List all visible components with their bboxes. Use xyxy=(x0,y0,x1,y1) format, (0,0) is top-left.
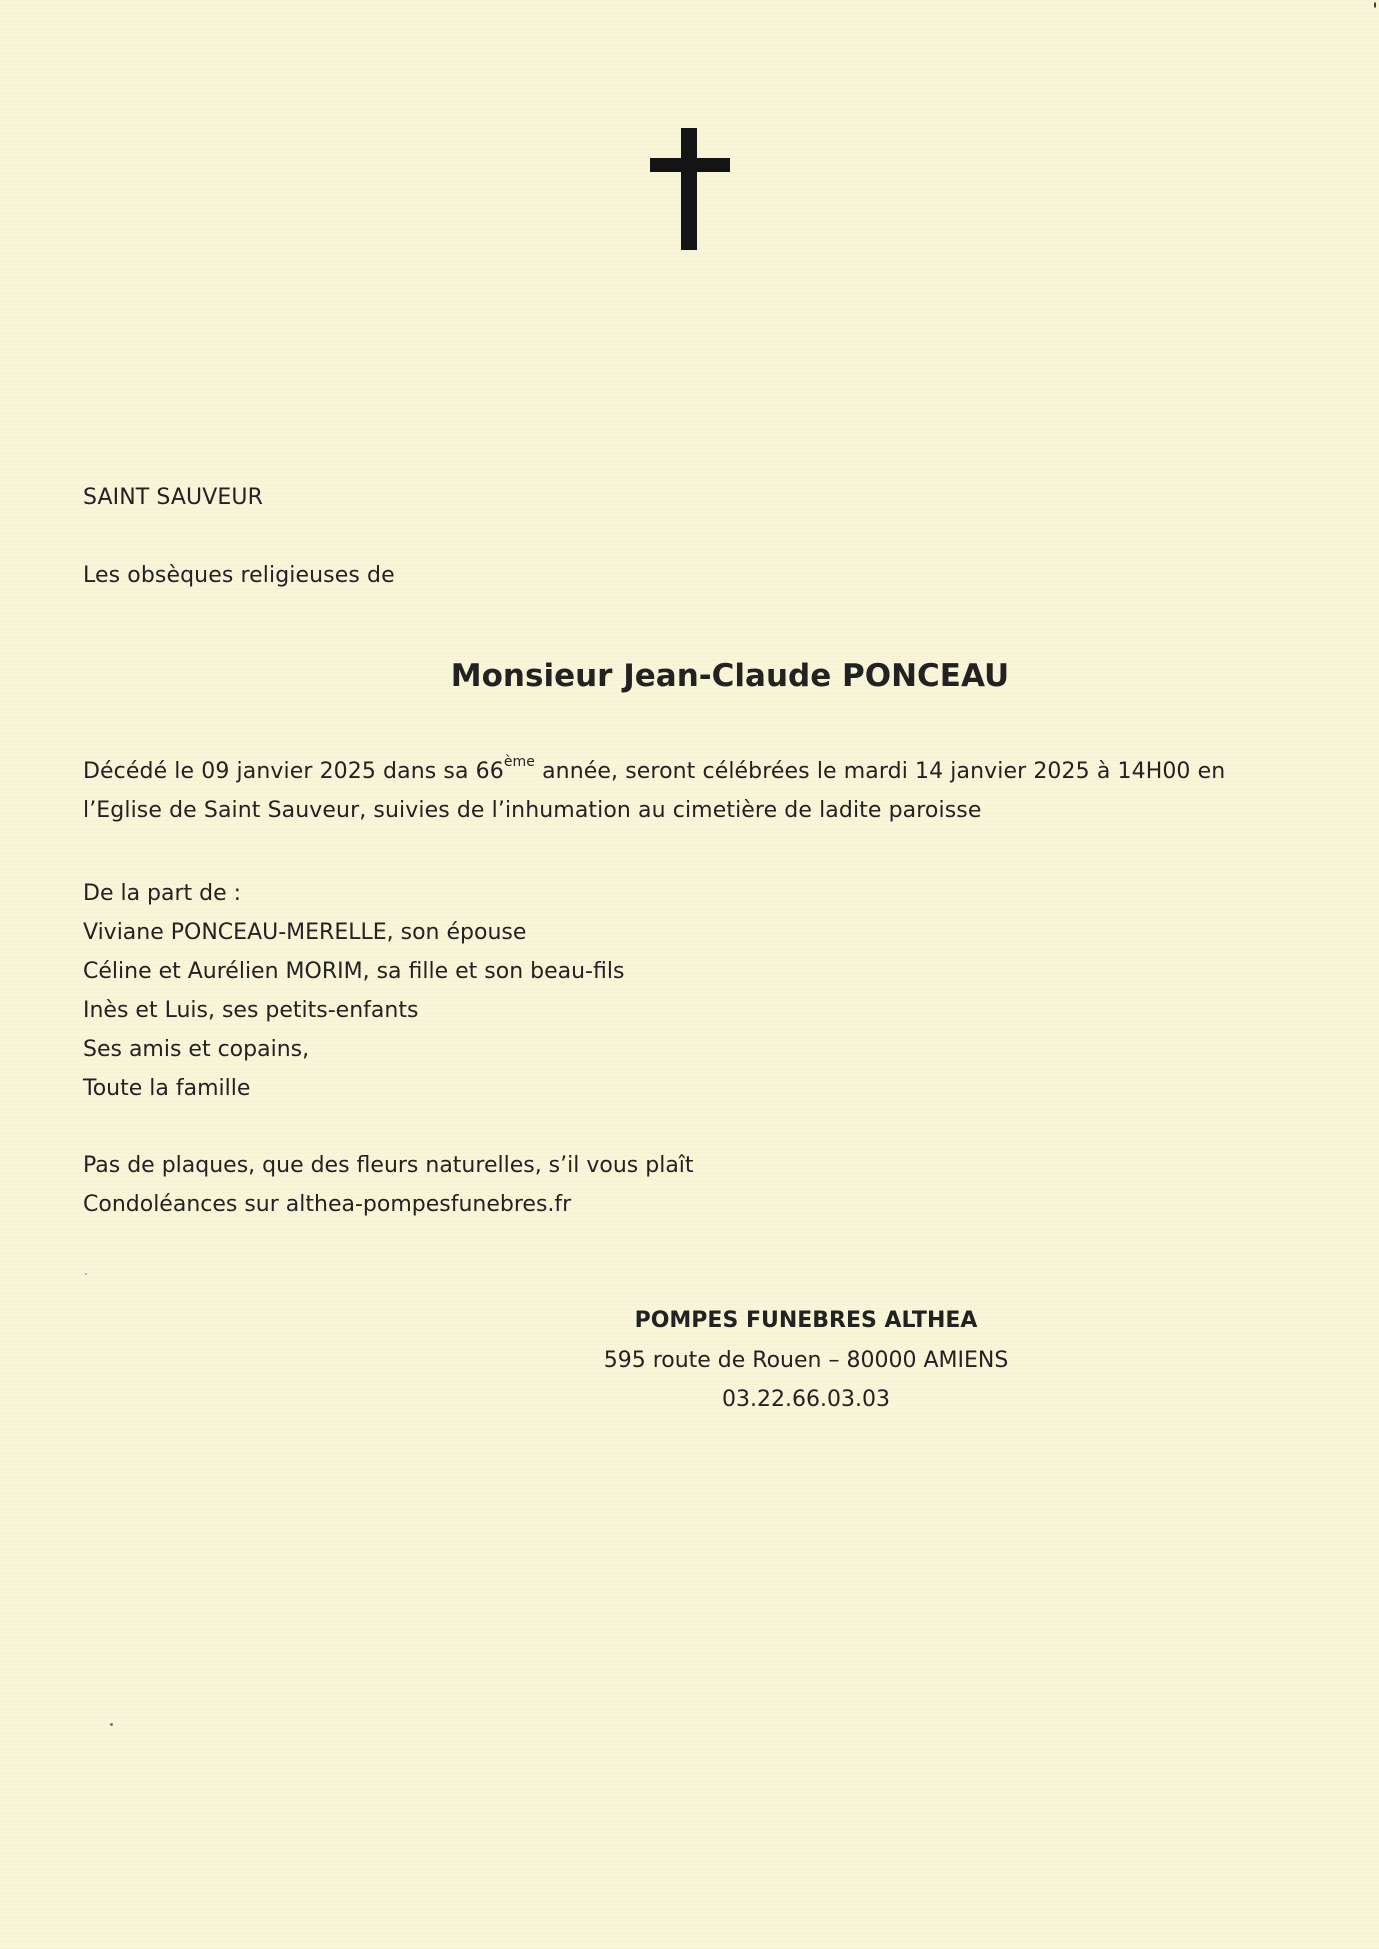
ceremony-line: l’Eglise de Saint Sauveur, suivies de l’inhumation au cimetière de ladite paroisse xyxy=(83,798,982,823)
family-list xyxy=(83,874,624,1108)
condolences-note: Condoléances sur althea-pompesfunebres.fr xyxy=(83,1192,572,1217)
cross-horizontal-bar xyxy=(650,158,730,172)
cross-vertical-bar xyxy=(681,128,697,250)
funeral-home-address: 595 route de Rouen – 80000 AMIENS xyxy=(603,1348,1009,1373)
death-line-part1: Décédé le 09 janvier 2025 dans sa 66 xyxy=(83,759,504,784)
death-line-part2: année, seront célébrées le mardi 14 janvier 2025 à 14H00 en xyxy=(535,759,1226,784)
scan-speck xyxy=(85,1273,87,1275)
ordinal-superscript: ème xyxy=(503,754,535,770)
family-member: Ses amis et copains, xyxy=(83,1037,310,1062)
notes-block xyxy=(83,1146,694,1224)
intro-text: Les obsèques religieuses de xyxy=(83,563,395,588)
funeral-home-name: POMPES FUNEBRES ALTHEA xyxy=(634,1308,978,1333)
funeral-home-footer xyxy=(0,1301,1379,1419)
flowers-note: Pas de plaques, que des fleurs naturelles, s’il vous plaît xyxy=(83,1153,694,1178)
family-member: Inès et Luis, ses petits-enfants xyxy=(83,998,419,1023)
family-member: Toute la famille xyxy=(83,1076,251,1101)
family-member: Viviane PONCEAU-MERELLE, son épouse xyxy=(83,920,527,945)
death-announcement-line xyxy=(83,754,1226,786)
scan-mark xyxy=(1374,2,1376,8)
location-heading: SAINT SAUVEUR xyxy=(83,485,263,510)
deceased-name: Monsieur Jean-Claude PONCEAU xyxy=(450,658,1010,694)
scan-speck xyxy=(110,1723,113,1726)
family-heading: De la part de : xyxy=(83,881,242,906)
family-member: Céline et Aurélien MORIM, sa fille et son beau-fils xyxy=(83,959,625,984)
latin-cross-icon xyxy=(650,128,730,250)
funeral-home-phone: 03.22.66.03.03 xyxy=(722,1387,890,1412)
